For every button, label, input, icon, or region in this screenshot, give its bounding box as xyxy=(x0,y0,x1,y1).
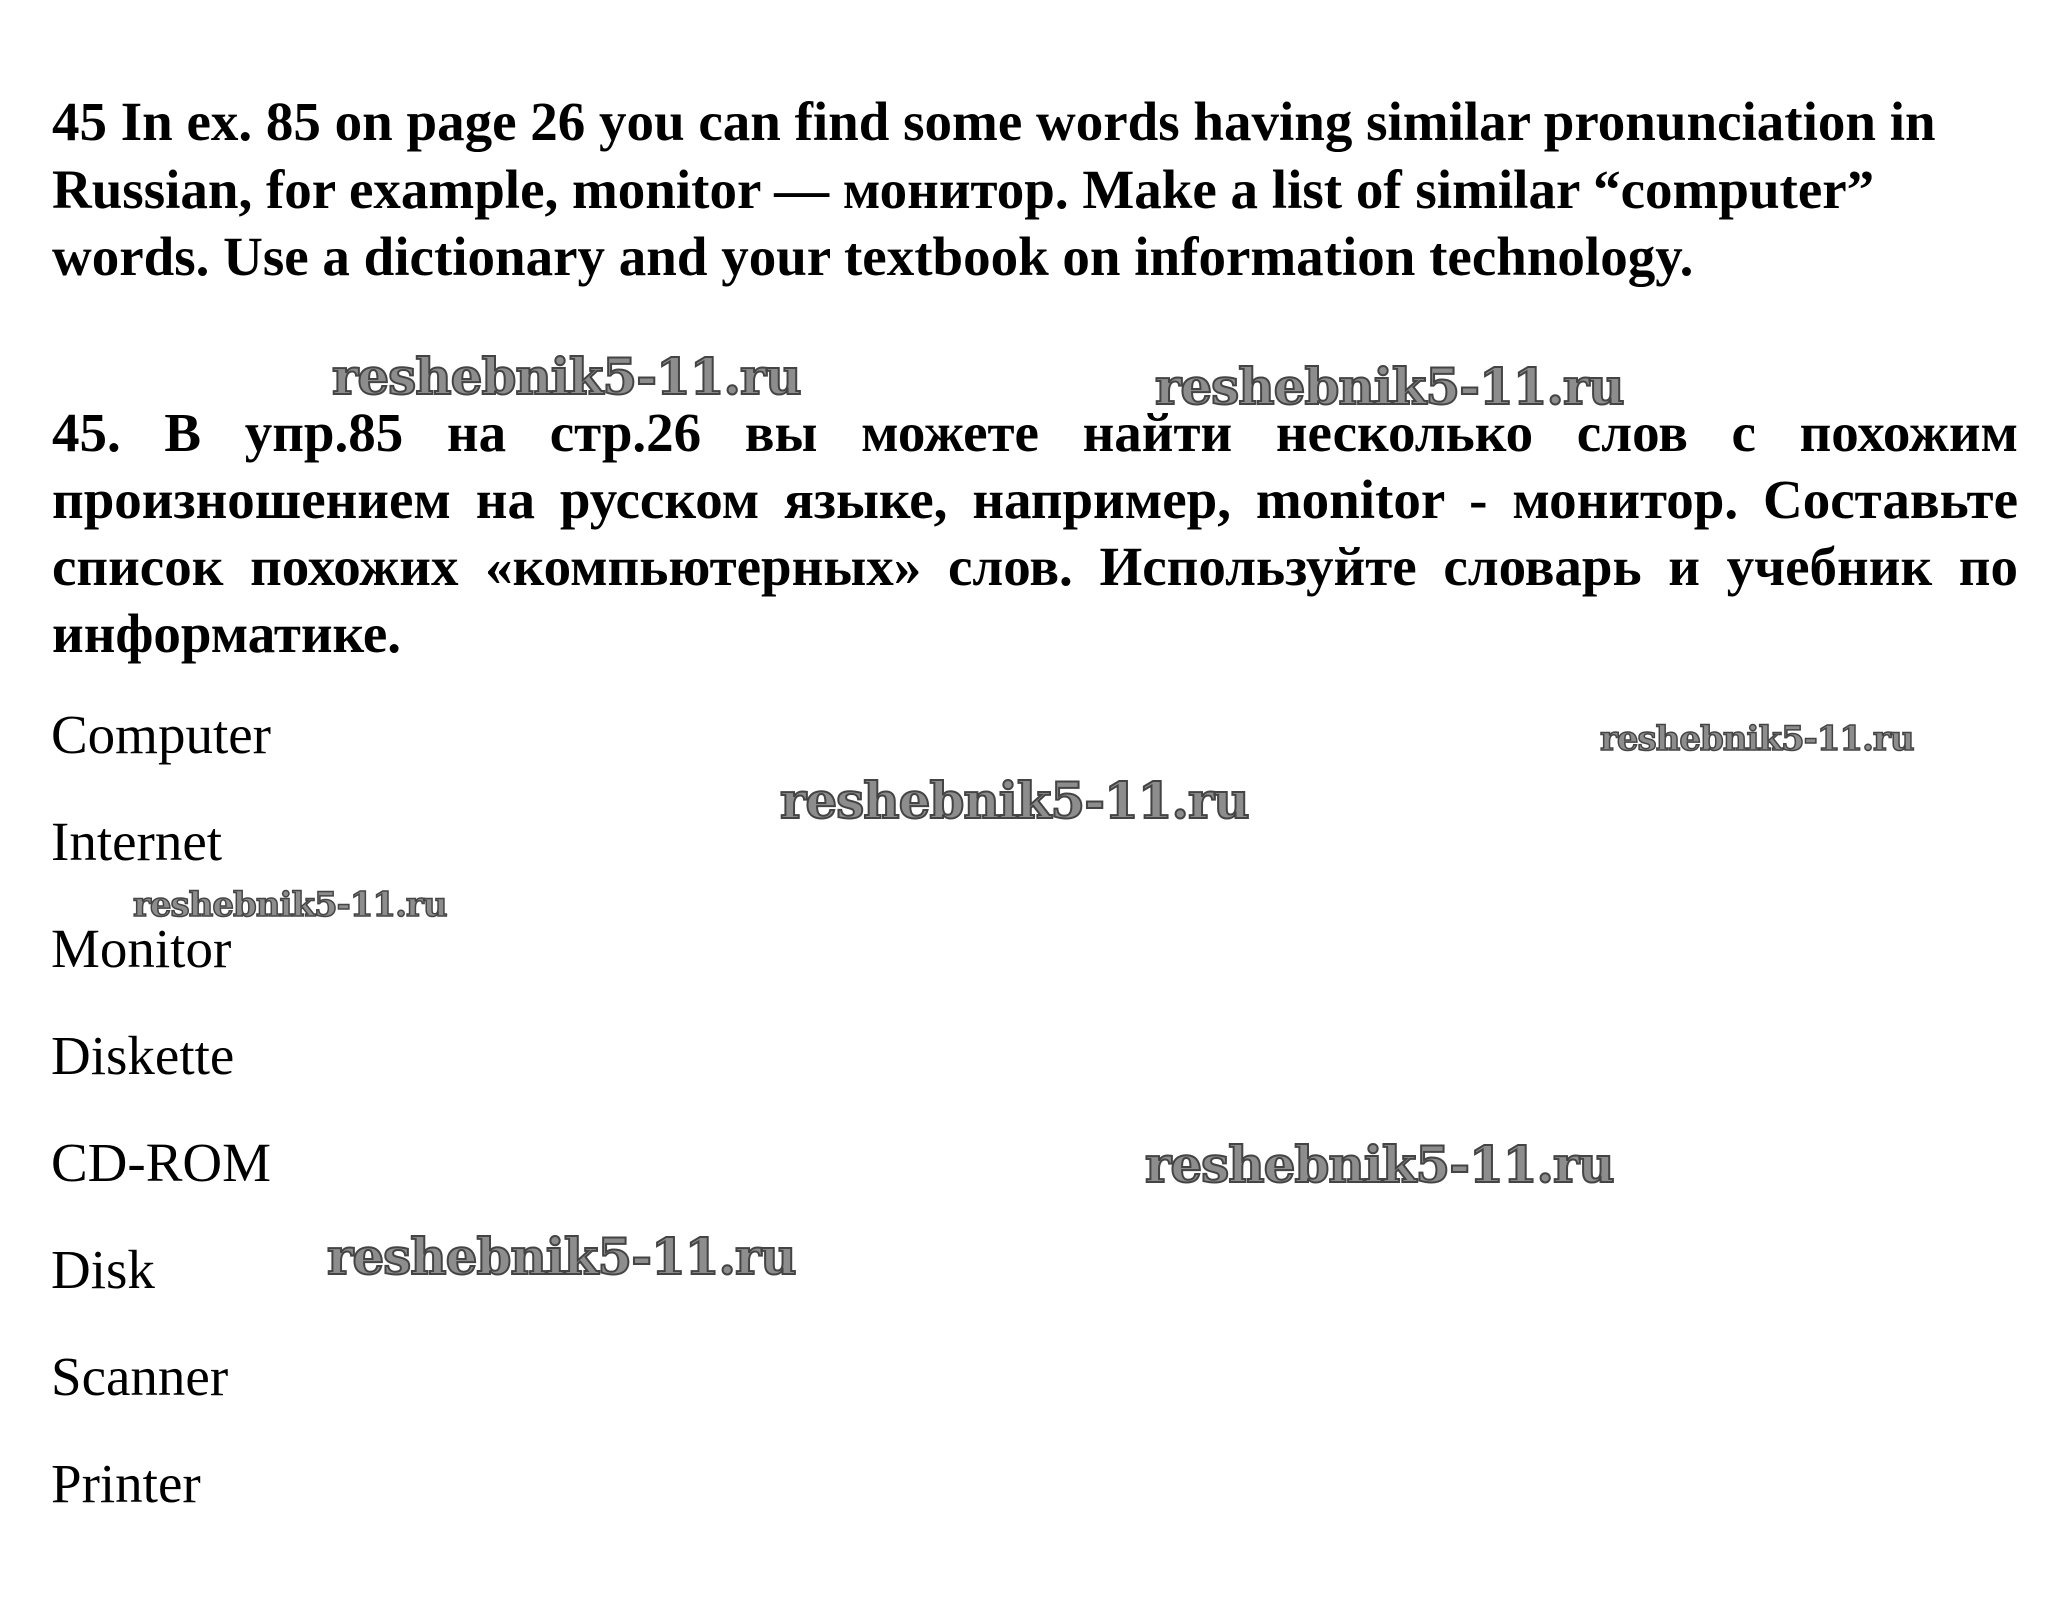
watermark-text: reshebnik5-11.ru xyxy=(327,1227,796,1286)
watermark-text: reshebnik5-11.ru xyxy=(1600,719,1914,759)
list-item: Monitor xyxy=(51,918,232,979)
list-item: Computer xyxy=(51,704,271,765)
list-item: Internet xyxy=(51,811,223,872)
watermark-text: reshebnik5-11.ru xyxy=(1145,1135,1614,1194)
list-item: CD-ROM xyxy=(51,1132,272,1193)
list-item: Printer xyxy=(51,1453,201,1514)
list-item: Scanner xyxy=(51,1346,229,1407)
watermark-text: reshebnik5-11.ru xyxy=(780,771,1249,830)
task-text-russian: 45. В упр.85 на стр.26 вы можете найти несколько слов с похожим произношением на русском языке, например, monitor - монитор. Составьте список похожих «компьютерных» слов. Используйте словарь и учебник по информатике. xyxy=(52,402,2018,664)
watermark-text: reshebnik5-11.ru xyxy=(1155,357,1624,416)
list-item: Diskette xyxy=(51,1025,235,1086)
list-item: Disk xyxy=(51,1239,155,1300)
task-text-english: 45 In ex. 85 on page 26 you can find some words having similar pronunciation in Russian, for example, monitor — монитор. Make a list of similar “computer” words. Use a dictionary and your textbook on information technology. xyxy=(52,91,1936,287)
word-list xyxy=(51,700,271,1556)
watermark-text: reshebnik5-11.ru xyxy=(133,885,447,925)
watermark-text: reshebnik5-11.ru xyxy=(332,347,801,406)
